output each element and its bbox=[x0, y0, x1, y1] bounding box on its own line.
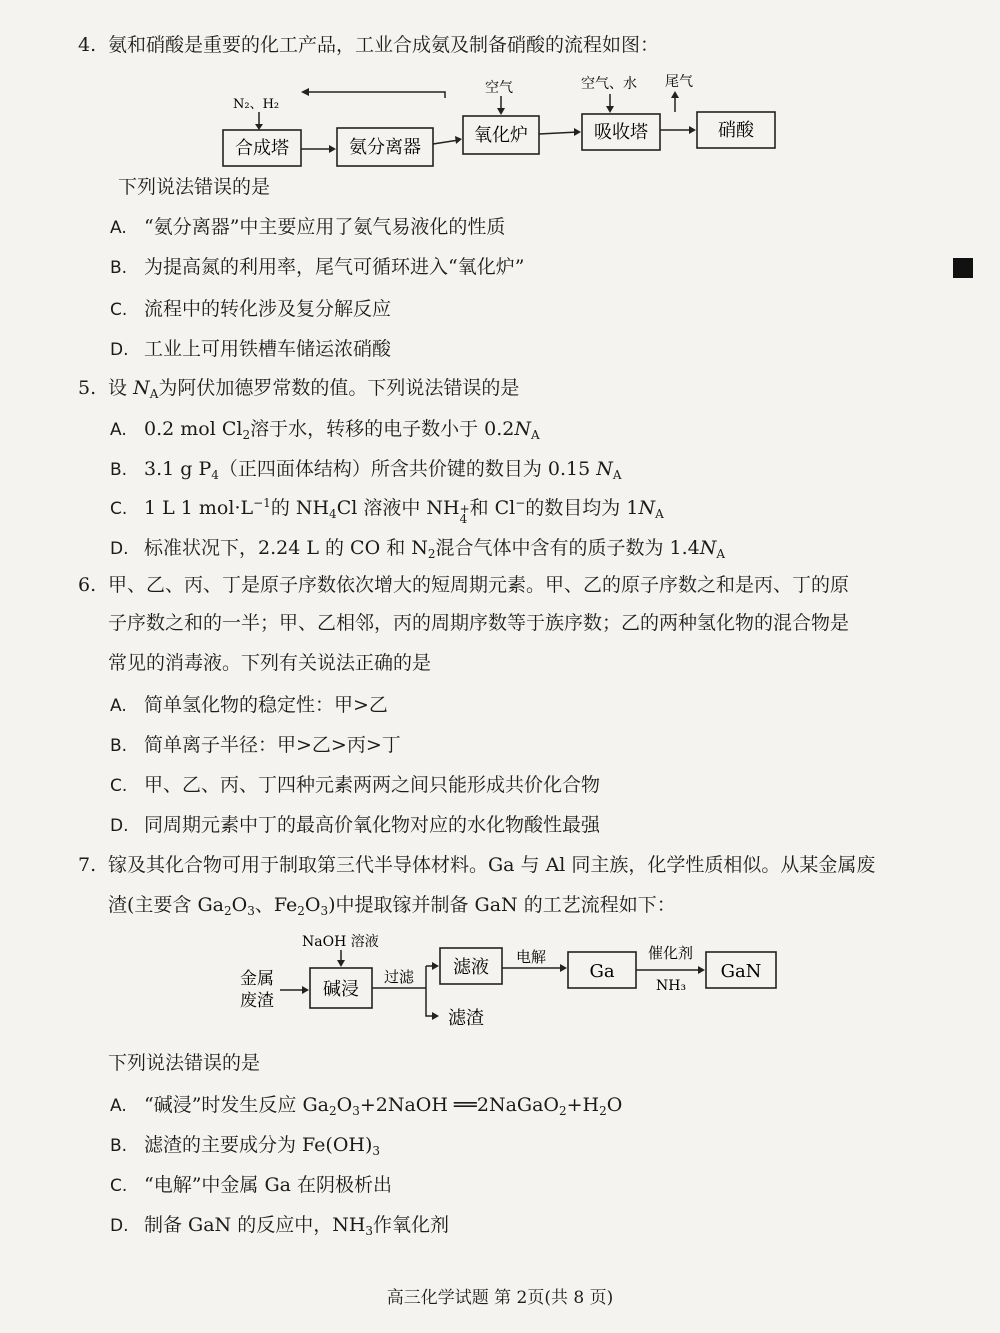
q7-naoh-label: NaOH 溶液 bbox=[302, 934, 379, 950]
q4-box-label-4: 吸收塔 bbox=[594, 122, 648, 143]
q4-number: 4. bbox=[78, 34, 97, 56]
q7-filter-label: 过滤 bbox=[384, 968, 415, 986]
q7-electrolysis-label: 电解 bbox=[516, 948, 547, 966]
q4-stem-text: 氨和硝酸是重要的化工产品，工业合成氨及制备硝酸的流程如图： bbox=[108, 34, 660, 56]
q6-option-a: A. 简单氢化物的稳定性：甲>乙 bbox=[110, 694, 388, 716]
q7-stem-line-1: 7. 镓及其化合物可用于制取第三代半导体材料。Ga 与 Al 同主族，化学性质相似。从某金属废 bbox=[78, 854, 876, 876]
q7-residue-label: 滤渣 bbox=[448, 1008, 484, 1029]
q7-option-a: A. “碱浸”时发生反应 $Ga_2O_3+2NaOH$ $══2NaGaO_2+H_2O$ bbox=[110, 1094, 623, 1118]
q7-waste-line-1: 金属 bbox=[240, 969, 274, 989]
q4-flow-diagram bbox=[215, 72, 805, 180]
q5-stem: 5. 设 $N_A$为阿伏加德罗常数的值。下列说法错误的是 bbox=[78, 377, 520, 401]
q4-option-b: B. 为提高氮的利用率，尾气可循环进入“氧化炉” bbox=[110, 256, 525, 278]
q4-option-a: A. “氨分离器”中主要应用了氨气易液化的性质 bbox=[110, 216, 506, 238]
q4-tail-gas-label: 尾气 bbox=[665, 74, 693, 90]
page-footer: 高三化学试题 第 2页(共 8 页) bbox=[386, 1288, 614, 1308]
q4-box-label-5: 硝酸 bbox=[718, 120, 754, 141]
q4-box-label-2: 氨分离器 bbox=[349, 137, 421, 158]
q4-box-label-3: 氧化炉 bbox=[474, 125, 528, 146]
q4-prompt: 下列说法错误的是 bbox=[118, 176, 271, 198]
q7-waste-line-2: 废渣 bbox=[240, 991, 274, 1011]
q4-input-label: N₂、H₂ bbox=[233, 97, 280, 112]
q7-flow-diagram bbox=[230, 928, 790, 1038]
q5-option-a: A. 0.2 mol $Cl_2$溶于水，转移的电子数小于 $0.2N_A$ bbox=[110, 418, 540, 442]
q6-option-b: B. 简单离子半径：甲>乙>丙>丁 bbox=[110, 734, 401, 756]
q4-option-d: D. 工业上可用铁槽车储运浓硝酸 bbox=[110, 338, 392, 360]
q4-box-label-1: 合成塔 bbox=[235, 138, 289, 159]
q7-prompt: 下列说法错误的是 bbox=[108, 1052, 261, 1074]
page-marker bbox=[953, 258, 973, 278]
q7-filtrate-label: 滤液 bbox=[453, 957, 489, 978]
q4-stem bbox=[78, 30, 659, 57]
q4-air-label: 空气 bbox=[485, 80, 513, 96]
q7-option-d: D. 制备 GaN 的反应中，$NH_3$作氧化剂 bbox=[110, 1214, 450, 1238]
q7-gan-label: GaN bbox=[720, 961, 762, 982]
q4-air-water-label: 空气、水 bbox=[581, 76, 637, 92]
q6-option-d: D. 同周期元素中丁的最高价氧化物对应的水化物酸性最强 bbox=[110, 814, 601, 836]
q5-option-b: B. 3.1 g $P_4$（正四面体结构）所含共价键的数目为 0.15 $N_A$ bbox=[110, 458, 622, 482]
q7-option-c: C. “电解”中金属 Ga 在阴极析出 bbox=[110, 1174, 393, 1196]
q6-stem-line-1: 6. 甲、乙、丙、丁是原子序数依次增大的短周期元素。甲、乙的原子序数之和是丙、丁的原 bbox=[78, 574, 850, 596]
q4-option-c: C. 流程中的转化涉及复分解反应 bbox=[110, 298, 392, 320]
q6-stem-line-2: 子序数之和的一半；甲、乙相邻，丙的周期序数等于族序数；乙的两种氢化物的混合物是 bbox=[108, 612, 850, 634]
q5-option-c: C. 1 L 1 $mol\cdot L^{-1}$的 $NH_4Cl$ 溶液中 NH + 4 和 Cl−的数目均为 $1N_A$ bbox=[110, 496, 664, 526]
q7-leach-label: 碱浸 bbox=[323, 979, 359, 1000]
q7-option-b: B. 滤渣的主要成分为 $Fe(OH)_3$ bbox=[110, 1134, 381, 1158]
q6-stem-line-3: 常见的消毒液。下列有关说法正确的是 bbox=[108, 652, 432, 674]
q5-option-d: D. 标准状况下，2.24 L 的 CO 和 $N_2$混合气体中含有的质子数为 $1.4N_A$ bbox=[110, 537, 726, 561]
q7-nh3-label: NH₃ bbox=[656, 978, 687, 994]
q7-ga-label: Ga bbox=[589, 961, 615, 982]
q6-option-c: C. 甲、乙、丙、丁四种元素两两之间只能形成共价化合物 bbox=[110, 774, 601, 796]
q7-stem-line-2: 渣(主要含 $Ga_2O_3$、$Fe_2O_3$)中提取镓并制备 GaN 的工艺流程如下： bbox=[108, 894, 676, 918]
q7-catalyst-label: 催化剂 bbox=[648, 944, 694, 962]
